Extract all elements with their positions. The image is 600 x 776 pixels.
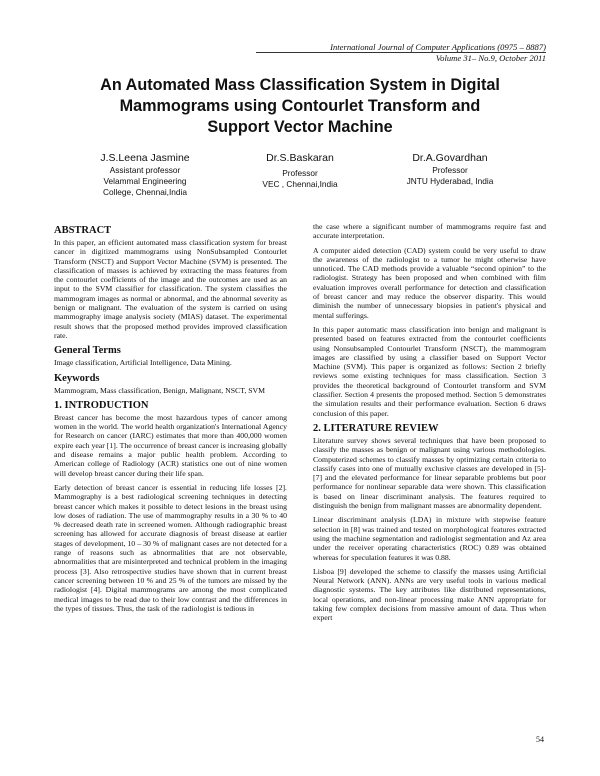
title-line-1: An Automated Mass Classification System in Digital	[100, 76, 500, 94]
author-affiliation: College, Chennai,India	[103, 187, 187, 197]
author-affiliation: JNTU Hyderabad, India	[406, 176, 494, 186]
author-affiliation: Professor	[432, 165, 468, 175]
author-3	[385, 151, 515, 187]
author-name: Dr.A.Govardhan	[412, 152, 488, 164]
author-affiliation: Assistant professor	[109, 165, 181, 175]
introduction-paragraph: Early detection of breast cancer is essential in reducing life losses [2]. Mammography is a best radiological screening techniques in detecting breast cancer which makes it possible to detect lesions in the breast using low doses of radiation. The use of mammography results in a 30 % to 40 % decreased death rate in screened women. Although radiographic breast screening has allowed for accurate diagnosis of breast disease at earlier stages of development, 10 – 30 % of malignant cases are not detected for a range of reasons such as abnormalities that are not observable, abnormalities that are misinterpreted and technical problem in the imaging process [3]. Also retrospective studies have shown that in current breast cancer screening between 10 % and 25 % of the tumors are missed by the radiologist [4]. Digital mammograms are among the most complicated medical images to be read due to their low contrast and the differences in the types of tissues. Thus, the task of the radiologist is tedious in	[54, 482, 287, 613]
general-terms-text: Image classification, Artificial Intelligence, Data Mining.	[54, 358, 232, 368]
page-number: 54	[536, 735, 544, 744]
author-affiliation: Velammal Engineering	[103, 176, 187, 186]
keywords-text: Mammogram, Mass classification, Benign, Malignant, NSCT, SVM	[54, 385, 266, 395]
body-paragraph: Linear discriminant analysis (LDA) in mixture with stepwise feature selection in [8] was trained and tested on morphological features extracted using the machine segmentation and radiologist segmentation and Az area under the receiver operating characteristics (ROC) 0.89 was obtained whereas for speculation features it was 0.88.	[313, 515, 546, 562]
abstract-heading: ABSTRACT	[54, 225, 112, 236]
header-rule	[256, 52, 546, 53]
keywords-heading: Keywords	[54, 372, 100, 384]
journal-name: International Journal of Computer Applications (0975 – 8887)	[330, 42, 546, 52]
paper-title	[60, 75, 540, 138]
introduction-paragraph: Breast cancer has become the most hazardous types of cancer among women in the world. The world health organization's International Agency for Research on cancer (IARC) estimates that more than 400,000 women expire each year [1]. The occurrence of breast cancer is increasing globally and disease remains a major public health problem. According to American college of Radiology (ACR) statistics one out of nine women will develop breast cancer during their life span.	[54, 412, 287, 478]
right-column	[313, 222, 546, 628]
abstract-text: In this paper, an efficient automated mass classification system for breast cancer in digitized mammograms using NonSubsampled Contourlet Transform (NSCT) and Support Vector Machine (SVM) is presented. The classification of masses is achieved by extracting the mass features from the contourlet coefficients of the image and the outcomes are used as an input to the SVM classifier for classification. The system classifies the mammogram images as normal or abnormal, and the abnormal severity as benign or malignant. The evaluation of the system is carried on using mammography image analysis society (MIAS) dataset. The experimental result shows that the proposed method provides improved classification rate.	[54, 238, 287, 340]
general-terms-heading: General Terms	[54, 345, 121, 357]
journal-header	[330, 42, 546, 63]
introduction-heading: 1. INTRODUCTION	[54, 399, 149, 411]
author-1	[80, 151, 210, 198]
literature-review-heading: 2. LITERATURE REVIEW	[313, 422, 439, 434]
author-affiliation: VEC , Chennai,India	[262, 179, 338, 189]
author-2	[235, 151, 365, 190]
body-paragraph: A computer aided detection (CAD) system could be very useful to draw the awareness of the radiologist to a tumor he might otherwise have unnoticed. The CAD methods provide a valuable “second opinion” to the radiologist. Strategy has been proposed and when combined with film evaluation improves overall performance for detection and classification of breast cancer and may reduce the observer disparity. This would diminish the number of unnecessary biopsies in patient's physical and mental sufferings.	[313, 245, 546, 320]
body-paragraph: Lisboa [9] developed the scheme to classify the masses using Artificial Neural Network (ANN). ANNs are very useful tools in various medical diagnostic systems. The key attributes like distributed representations, local operations, and non-linear processing make ANN appropriate for taking few complex decisions from massive amount of data. Thus when expert	[313, 566, 546, 623]
title-line-2: Mammograms using Contourlet Transform and	[119, 97, 481, 115]
journal-volume: Volume 31– No.9, October 2011	[435, 52, 546, 63]
author-affiliation: Professor	[282, 168, 318, 178]
author-name: J.S.Leena Jasmine	[100, 152, 190, 164]
author-name: Dr.S.Baskaran	[266, 152, 334, 164]
body-paragraph: the case where a significant number of mammograms require fast and accurate interpretation.	[313, 222, 546, 241]
title-line-3: Support Vector Machine	[207, 118, 393, 136]
body-paragraph: In this paper automatic mass classification into benign and malignant is presented based on features extracted from the contourlet coefficients using Nonsubsampled Contourlet Transform (NSCT), the mammogram images are classified by using a classifier based on Support Vector Machine (SVM). This paper is organized as follows: Section 2 briefly reviews some existing techniques for mass classification. Section 3 provides the theoretical background of Contourlet transform and SVM classifier. Section 4 presents the proposed method. Section 5 demonstrates the simulation results and their performance evaluation. Section 6 draws conclusion of this paper.	[313, 324, 546, 418]
left-column	[54, 222, 287, 618]
body-paragraph: Literature survey shows several techniques that have been proposed to classify the masses as benign or malignant using various methodologies. Computerized schemes to classify masses by optimizing certain criteria to classify cases into one of mutually exclusive classes are developed in [5]-[7] and the elevated performance for linear separable problems but poor performance for nonlinear separable data were shown. This classification is based on linear discriminant analysis. The features required to distinguish the benign from malignant masses are abnormality dependent.	[313, 435, 546, 511]
